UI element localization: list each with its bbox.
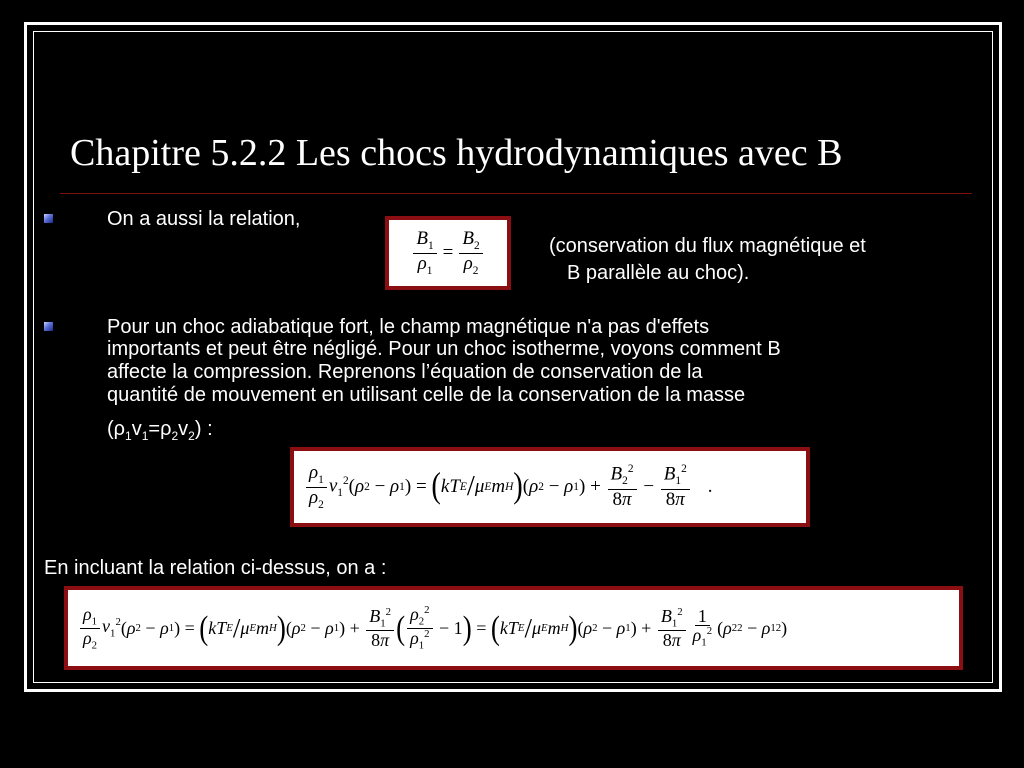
bullet-2-icon xyxy=(44,322,53,331)
flux-equation-box: $\frac{B_1}{\rho_1}$ = $\frac{B_2}{\rho_2}$ xyxy=(385,216,511,290)
bullet-1-icon xyxy=(44,214,53,223)
bullet-2-line3: affecte la compression. Reprenons l’équation de conservation de la xyxy=(107,361,703,383)
bullet-1-note-line1: (conservation du flux magnétique et xyxy=(549,235,866,257)
bullet-2-line1: Pour un choc adiabatique fort, le champ magnétique n'a pas d'effets xyxy=(107,316,710,338)
combined-equation-box: $\frac{\rho_1}{\rho_2}$ $v_1^2$ ( ρ 2 − ρ 1 ) = ( kT E / μ E m H ) ( ρ 2 − ρ 1 ) + $\frac{B_1^2}{8\pi}$ ( $\frac{\rho_2^2}{\rho_1^2}$ − 1 ) = ( kT E / μ E m H ) ( ρ 2 − ρ 1 ) + $\frac{B_1^2}{8\pi}$ $\frac{1}{\rho_1^2}$ ( ρ 2 2 − ρ 1 2 ) xyxy=(64,586,963,670)
mass-conservation-formula: $(\rho_1v_1=\rho_2v_2)$ : xyxy=(107,418,213,443)
momentum-equation-box: $\frac{\rho_1}{\rho_2}$ $v_1^2$ ( ρ 2 − ρ 1 ) = ( kT E / μ E m H ) ( ρ 2 − ρ 1 ) + $\frac{B_2^2}{8\pi}$ − $\frac{B_1^2}{8\pi}$ . xyxy=(290,447,810,527)
slide-title: Chapitre 5.2.2 Les chocs hydrodynamiques avec B xyxy=(70,132,843,174)
bullet-2-line2: importants et peut être négligé. Pour un choc isotherme, voyons comment B xyxy=(107,338,781,360)
bullet-1-note-line2: B parallèle au choc). xyxy=(567,262,750,284)
title-divider xyxy=(60,193,972,194)
conclusion-text: En incluant la relation ci-dessus, on a : xyxy=(44,557,387,579)
bullet-1-text: On a aussi la relation, xyxy=(107,208,301,230)
bullet-2-line4: quantité de mouvement en utilisant celle de la conservation de la masse xyxy=(107,384,746,406)
